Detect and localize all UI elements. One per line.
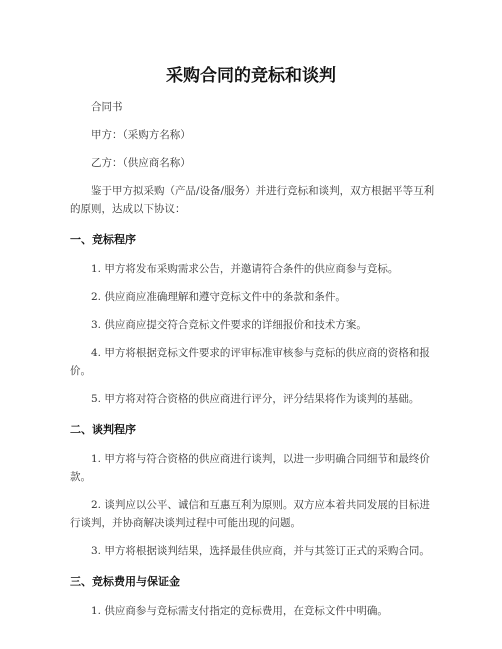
clause-paragraph: 4. 甲方将根据竞标文件要求的评审标准审核参与竞标的供应商的资格和报价。 xyxy=(70,347,430,377)
clause-paragraph: 1. 甲方将与符合资格的供应商进行谈判，以进一步明确合同细节和最终价款。 xyxy=(70,453,430,483)
contract-label: 合同书 xyxy=(91,101,123,113)
party-b-line: 乙方：（供应商名称） xyxy=(91,157,191,169)
clause-paragraph: 5. 甲方将对符合资格的供应商进行评分，评分结果将作为谈判的基础。 xyxy=(91,393,420,405)
clause-paragraph: 1. 甲方将发布采购需求公告，并邀请符合条件的供应商参与竞标。 xyxy=(91,263,399,275)
party-a-line: 甲方：（采购方名称） xyxy=(91,129,191,141)
section-heading: 二、谈判程序 xyxy=(70,423,136,436)
document-body xyxy=(70,98,438,630)
section-heading: 一、竞标程序 xyxy=(70,233,136,246)
preamble-paragraph: 鉴于甲方拟采购（产品/设备/服务）并进行竞标和谈判，双方根据平等互利的原则，达成以下协议： xyxy=(70,185,435,215)
clause-paragraph: 2. 供应商应准确理解和遵守竞标文件中的条款和条件。 xyxy=(91,291,346,303)
clause-paragraph: 1. 供应商参与竞标需支付指定的竞标费用，在竞标文件中明确。 xyxy=(91,605,388,617)
clause-paragraph: 3. 甲方将根据谈判结果，选择最佳供应商，并与其签订正式的采购合同。 xyxy=(91,545,430,557)
clause-paragraph: 3. 供应商应提交符合竞标文件要求的详细报价和技术方案。 xyxy=(91,319,367,331)
section-heading: 三、竞标费用与保证金 xyxy=(70,575,180,588)
clause-paragraph: 2. 谈判应以公平、诚信和互惠互利为原则。双方应本着共同发展的目标进行谈判，并协商解决谈判过程中可能出现的问题。 xyxy=(70,499,430,529)
document-title: 采购合同的竞标和谈判 xyxy=(166,66,336,86)
